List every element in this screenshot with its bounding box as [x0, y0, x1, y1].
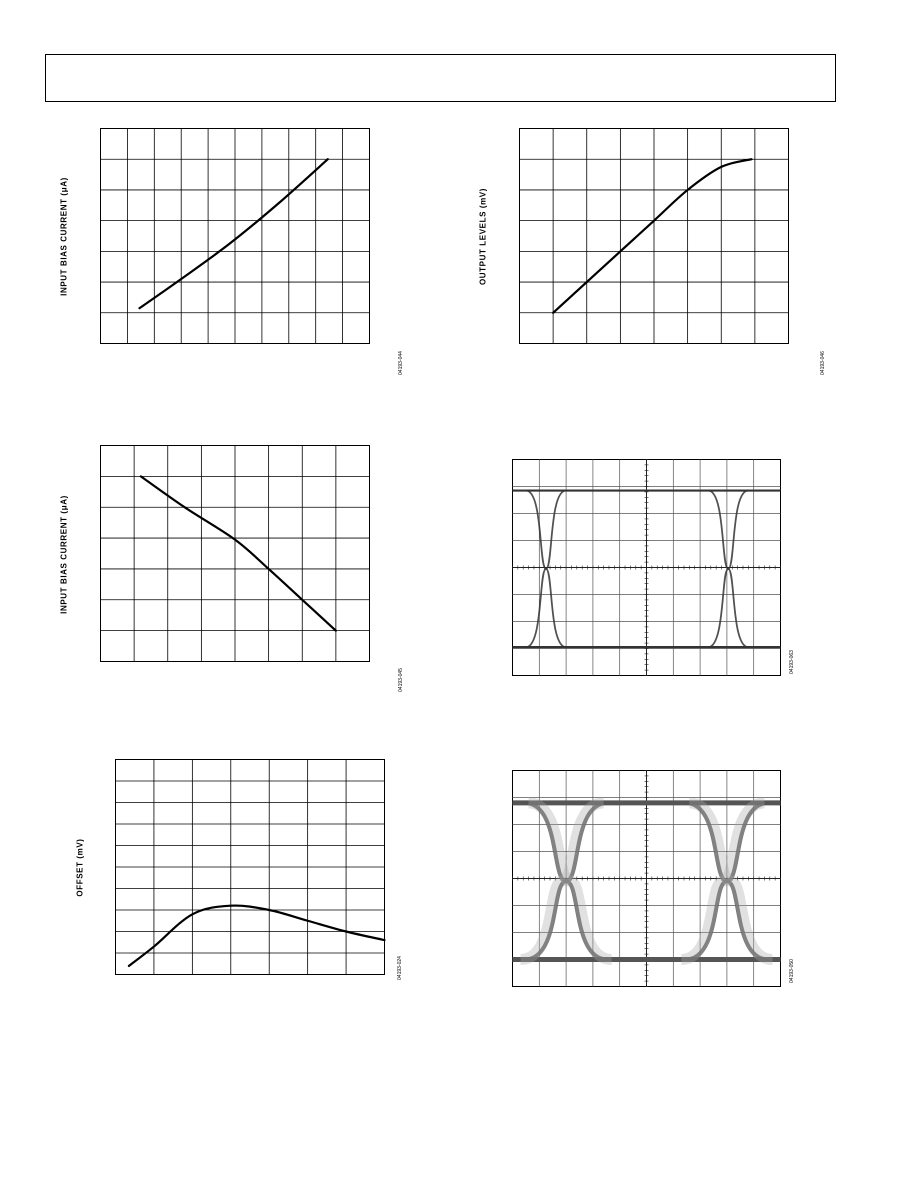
chart-plot-area [519, 128, 789, 344]
output-levels-chart [519, 128, 789, 344]
y-axis-label: INPUT BIAS CURRENT (μA) [59, 495, 69, 614]
page-header-box [45, 54, 836, 102]
y-axis-label: INPUT BIAS CURRENT (μA) [59, 177, 69, 296]
input-bias-current-chart-2 [100, 445, 370, 662]
figure-id: 04193-044 [398, 351, 404, 375]
figure-id: 04193-050 [789, 959, 795, 983]
figure-id: 04193-045 [398, 668, 404, 692]
chart-plot-area [100, 128, 370, 344]
figure-id: 04193-046 [820, 351, 826, 375]
eye-diagram-plot [512, 770, 781, 987]
eye-diagram-2 [512, 770, 781, 987]
figure-id: 04193-024 [397, 956, 403, 980]
input-bias-current-chart-1 [100, 128, 370, 344]
eye-diagram-1 [512, 459, 781, 676]
y-axis-label: OUTPUT LEVELS (mV) [478, 187, 488, 286]
figure-id: 04193-063 [789, 650, 795, 674]
y-axis-label: OFFSET (mV) [75, 838, 85, 897]
chart-plot-area [115, 759, 385, 975]
offset-chart [115, 759, 385, 975]
eye-diagram-plot [512, 459, 781, 676]
chart-plot-area [100, 445, 370, 662]
